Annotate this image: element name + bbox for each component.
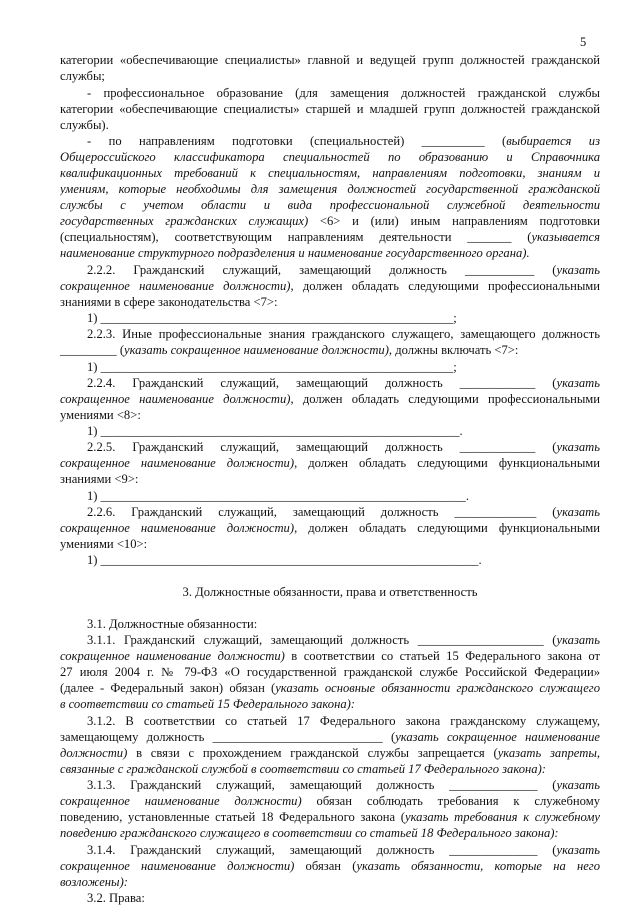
text-line: 3.1. Должностные обязанности: xyxy=(87,617,258,631)
text-line: _________ (указать сокращенное наименование должности), должны включать <7>: xyxy=(60,343,519,357)
text-line: сокращенное наименование должности) обязан соблюдать требования к служебному xyxy=(60,794,600,808)
text-line: квалификационных требований к специальностям, направлениям подготовки, знаниям и xyxy=(60,166,600,180)
text-line: службы; xyxy=(60,69,105,83)
text-line: сокращенное наименование должности) обязан (указать обязанности, которые на него xyxy=(60,859,600,873)
text-line: связанные с гражданской службой в соответствии со статьей 17 Федерального закона): xyxy=(60,762,546,776)
section-heading: 3. Должностные обязанности, права и ответственность xyxy=(182,585,478,599)
text-line: знаниями <9>: xyxy=(60,472,139,486)
text-line: сокращенное наименование должности), должен обладать следующими функциональными xyxy=(60,521,600,535)
text-line: Общероссийского классификатора специальностей по образованию и Справочника xyxy=(60,150,600,164)
text-line: в соответствии со статьей 15 Федерального закона): xyxy=(60,697,356,711)
text-line: 27 июля 2004 г. № 79-ФЗ «О государственной гражданской службе Российской Федерации» xyxy=(60,665,600,679)
text-line: 3.1.1. Гражданский служащий, замещающий должность ____________________ (указать xyxy=(87,633,600,647)
text-line: - по направлениям подготовки (специальностей) __________ (выбирается из xyxy=(87,134,600,148)
text-line: наименование структурного подразделения и наименование государственного органа). xyxy=(60,246,530,260)
text-line: возложены): xyxy=(60,875,128,889)
text-line: категории «обеспечивающие специалисты» старшей и младшей групп должностей гражданской xyxy=(60,102,600,116)
text-line: (специальностям), соответствующим направлениям деятельности _______ (указывается xyxy=(60,230,600,244)
text-line: 1) ________________________________________________________; xyxy=(87,360,457,374)
text-line: - профессиональное образование (для замещения должностей гражданской службы xyxy=(87,86,600,100)
text-line: сокращенное наименование должности), должен обладать следующими профессиональными xyxy=(60,392,600,406)
text-line: 1) __________________________________________________________. xyxy=(87,489,470,503)
text-line: 3.1.4. Гражданский служащий, замещающий должность ______________ (указать xyxy=(87,843,600,857)
text-line: службы). xyxy=(60,118,109,132)
text-line: сокращенное наименование должности), должен обладать следующими функциональными xyxy=(60,456,600,470)
text-line: государственных гражданских служащих) <6> и (или) иным направлениям подготовки xyxy=(60,214,600,228)
text-line: поведению, установленные статьей 18 Федерального закона (указать требования к служебному xyxy=(60,810,600,824)
text-line: 3.1.3. Гражданский служащий, замещающий должность ______________ (указать xyxy=(87,778,600,792)
text-line: 1) ____________________________________________________________. xyxy=(87,553,482,567)
text-line: 2.2.3. Иные профессиональные знания гражданского служащего, замещающего должность xyxy=(87,327,600,341)
text-line: 1) ________________________________________________________; xyxy=(87,311,457,325)
text-line: службы с учетом области и вида профессиональной служебной деятельности xyxy=(60,198,600,212)
text-line: умениями <8>: xyxy=(60,408,141,422)
text-line: умениям, которые необходимы для замещения должностей государственной гражданской xyxy=(60,182,600,196)
text-line: (далее - Федеральный закон) обязан (указать основные обязанности гражданского служащего xyxy=(60,681,600,695)
text-line: замещающему должность ___________________________ (указать сокращенное наименование xyxy=(60,730,600,744)
text-line: 2.2.4. Гражданский служащий, замещающий должность ____________ (указать xyxy=(87,376,600,390)
text-line: 3.1.2. В соответствии со статьей 17 Федерального закона гражданскому служащему, xyxy=(87,714,600,728)
page-number: 5 xyxy=(580,35,587,49)
text-line: 2.2.6. Гражданский служащий, замещающий должность _____________ (указать xyxy=(87,505,600,519)
text-line: категории «обеспечивающие специалисты» главной и ведущей групп должностей гражданской xyxy=(60,53,600,67)
text-line: знаниями в сфере законодательства <7>: xyxy=(60,295,278,309)
text-line: умениями <10>: xyxy=(60,537,148,551)
text-line: 3.2. Права: xyxy=(87,891,145,905)
text-line: должности) в связи с прохождением гражданской службы запрещается (указать запреты, xyxy=(60,746,600,760)
text-line: 2.2.2. Гражданский служащий, замещающий должность ___________ (указать xyxy=(87,263,600,277)
text-line: 1) _________________________________________________________. xyxy=(87,424,463,438)
text-line: сокращенное наименование должности), должен обладать следующими профессиональными xyxy=(60,279,600,293)
text-line: поведению гражданского служащего в соответствии со статьей 18 Федерального закона): xyxy=(60,826,559,840)
text-line: сокращенное наименование должности) в соответствии со статьей 15 Федерального закона от xyxy=(60,649,600,663)
text-line: 2.2.5. Гражданский служащий, замещающий должность ____________ (указать xyxy=(87,440,600,454)
